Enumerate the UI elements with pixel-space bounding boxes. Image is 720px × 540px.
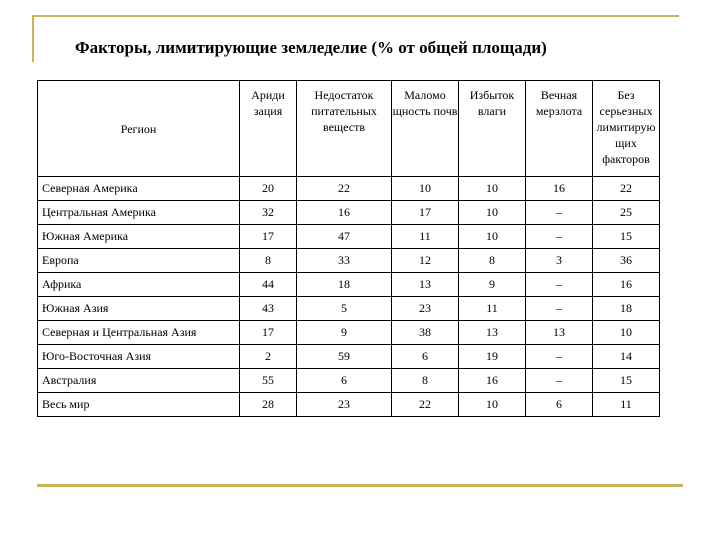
cell-nutrient-deficit: 23 [297, 393, 392, 417]
cell-aridization: 2 [240, 345, 297, 369]
cell-no-serious-factors: 16 [593, 273, 660, 297]
cell-nutrient-deficit: 33 [297, 249, 392, 273]
cell-shallow-soils: 38 [392, 321, 459, 345]
cell-excess-moisture: 11 [459, 297, 526, 321]
cell-permafrost: 3 [526, 249, 593, 273]
cell-nutrient-deficit: 47 [297, 225, 392, 249]
header-no-serious-factors: Без серьезных лимитирую щих факторов [593, 81, 660, 177]
cell-nutrient-deficit: 22 [297, 177, 392, 201]
cell-aridization: 17 [240, 225, 297, 249]
cell-nutrient-deficit: 5 [297, 297, 392, 321]
cell-no-serious-factors: 18 [593, 297, 660, 321]
table-row [38, 297, 720, 321]
cell-shallow-soils: 12 [392, 249, 459, 273]
cell-region: Африка [38, 273, 240, 297]
cell-aridization: 8 [240, 249, 297, 273]
table-body [38, 177, 720, 417]
cell-aridization: 17 [240, 321, 297, 345]
cell-permafrost: – [526, 345, 593, 369]
table-row [38, 393, 720, 417]
cell-excess-moisture: 10 [459, 177, 526, 201]
cell-excess-moisture: 8 [459, 249, 526, 273]
cell-no-serious-factors: 11 [593, 393, 660, 417]
cell-region: Центральная Америка [38, 201, 240, 225]
cell-permafrost: 6 [526, 393, 593, 417]
header-region: Регион [38, 81, 240, 177]
table-row [38, 249, 720, 273]
cell-permafrost: – [526, 273, 593, 297]
limiting-factors-table [37, 80, 720, 417]
cell-no-serious-factors: 10 [593, 321, 660, 345]
cell-region: Южная Азия [38, 297, 240, 321]
page-title: Факторы, лимитирующие земледелие (% от общей площади) [75, 38, 547, 57]
cell-excess-moisture: 9 [459, 273, 526, 297]
cell-nutrient-deficit: 16 [297, 201, 392, 225]
cell-region: Северная Америка [38, 177, 240, 201]
table-row [38, 201, 720, 225]
top-decorative-rule [32, 15, 679, 17]
header-aridization: Ариди зация [240, 81, 297, 177]
cell-excess-moisture: 10 [459, 201, 526, 225]
cell-aridization: 44 [240, 273, 297, 297]
cell-nutrient-deficit: 6 [297, 369, 392, 393]
cell-region: Европа [38, 249, 240, 273]
cell-permafrost: – [526, 297, 593, 321]
cell-permafrost: 13 [526, 321, 593, 345]
cell-region: Юго-Восточная Азия [38, 345, 240, 369]
cell-no-serious-factors: 14 [593, 345, 660, 369]
cell-region: Северная и Центральная Азия [38, 321, 240, 345]
cell-excess-moisture: 13 [459, 321, 526, 345]
table-row [38, 225, 720, 249]
cell-shallow-soils: 13 [392, 273, 459, 297]
cell-region: Австралия [38, 369, 240, 393]
table-row [38, 273, 720, 297]
cell-no-serious-factors: 22 [593, 177, 660, 201]
cell-aridization: 43 [240, 297, 297, 321]
cell-nutrient-deficit: 18 [297, 273, 392, 297]
cell-shallow-soils: 22 [392, 393, 459, 417]
table-row [38, 177, 720, 201]
header-permafrost: Вечная мерзлота [526, 81, 593, 177]
cell-aridization: 32 [240, 201, 297, 225]
cell-excess-moisture: 16 [459, 369, 526, 393]
cell-excess-moisture: 10 [459, 225, 526, 249]
header-shallow-soils: Маломо щность почв [392, 81, 459, 177]
cell-shallow-soils: 10 [392, 177, 459, 201]
cell-permafrost: 16 [526, 177, 593, 201]
cell-permafrost: – [526, 201, 593, 225]
left-decorative-rule [32, 15, 34, 62]
cell-region: Южная Америка [38, 225, 240, 249]
cell-region: Весь мир [38, 393, 240, 417]
table-row [38, 321, 720, 345]
cell-permafrost: – [526, 369, 593, 393]
table-row [38, 345, 720, 369]
cell-no-serious-factors: 36 [593, 249, 660, 273]
cell-excess-moisture: 19 [459, 345, 526, 369]
cell-nutrient-deficit: 9 [297, 321, 392, 345]
cell-nutrient-deficit: 59 [297, 345, 392, 369]
cell-no-serious-factors: 15 [593, 369, 660, 393]
cell-aridization: 55 [240, 369, 297, 393]
table-header-row [38, 81, 720, 177]
header-excess-moisture: Избыток влаги [459, 81, 526, 177]
cell-shallow-soils: 6 [392, 345, 459, 369]
cell-permafrost: – [526, 225, 593, 249]
cell-shallow-soils: 8 [392, 369, 459, 393]
cell-shallow-soils: 23 [392, 297, 459, 321]
cell-no-serious-factors: 25 [593, 201, 660, 225]
cell-excess-moisture: 10 [459, 393, 526, 417]
cell-shallow-soils: 17 [392, 201, 459, 225]
header-nutrient-deficit: Недостаток питательных веществ [297, 81, 392, 177]
table-row [38, 369, 720, 393]
bottom-decorative-rule [37, 484, 683, 487]
cell-aridization: 20 [240, 177, 297, 201]
cell-aridization: 28 [240, 393, 297, 417]
cell-no-serious-factors: 15 [593, 225, 660, 249]
cell-shallow-soils: 11 [392, 225, 459, 249]
